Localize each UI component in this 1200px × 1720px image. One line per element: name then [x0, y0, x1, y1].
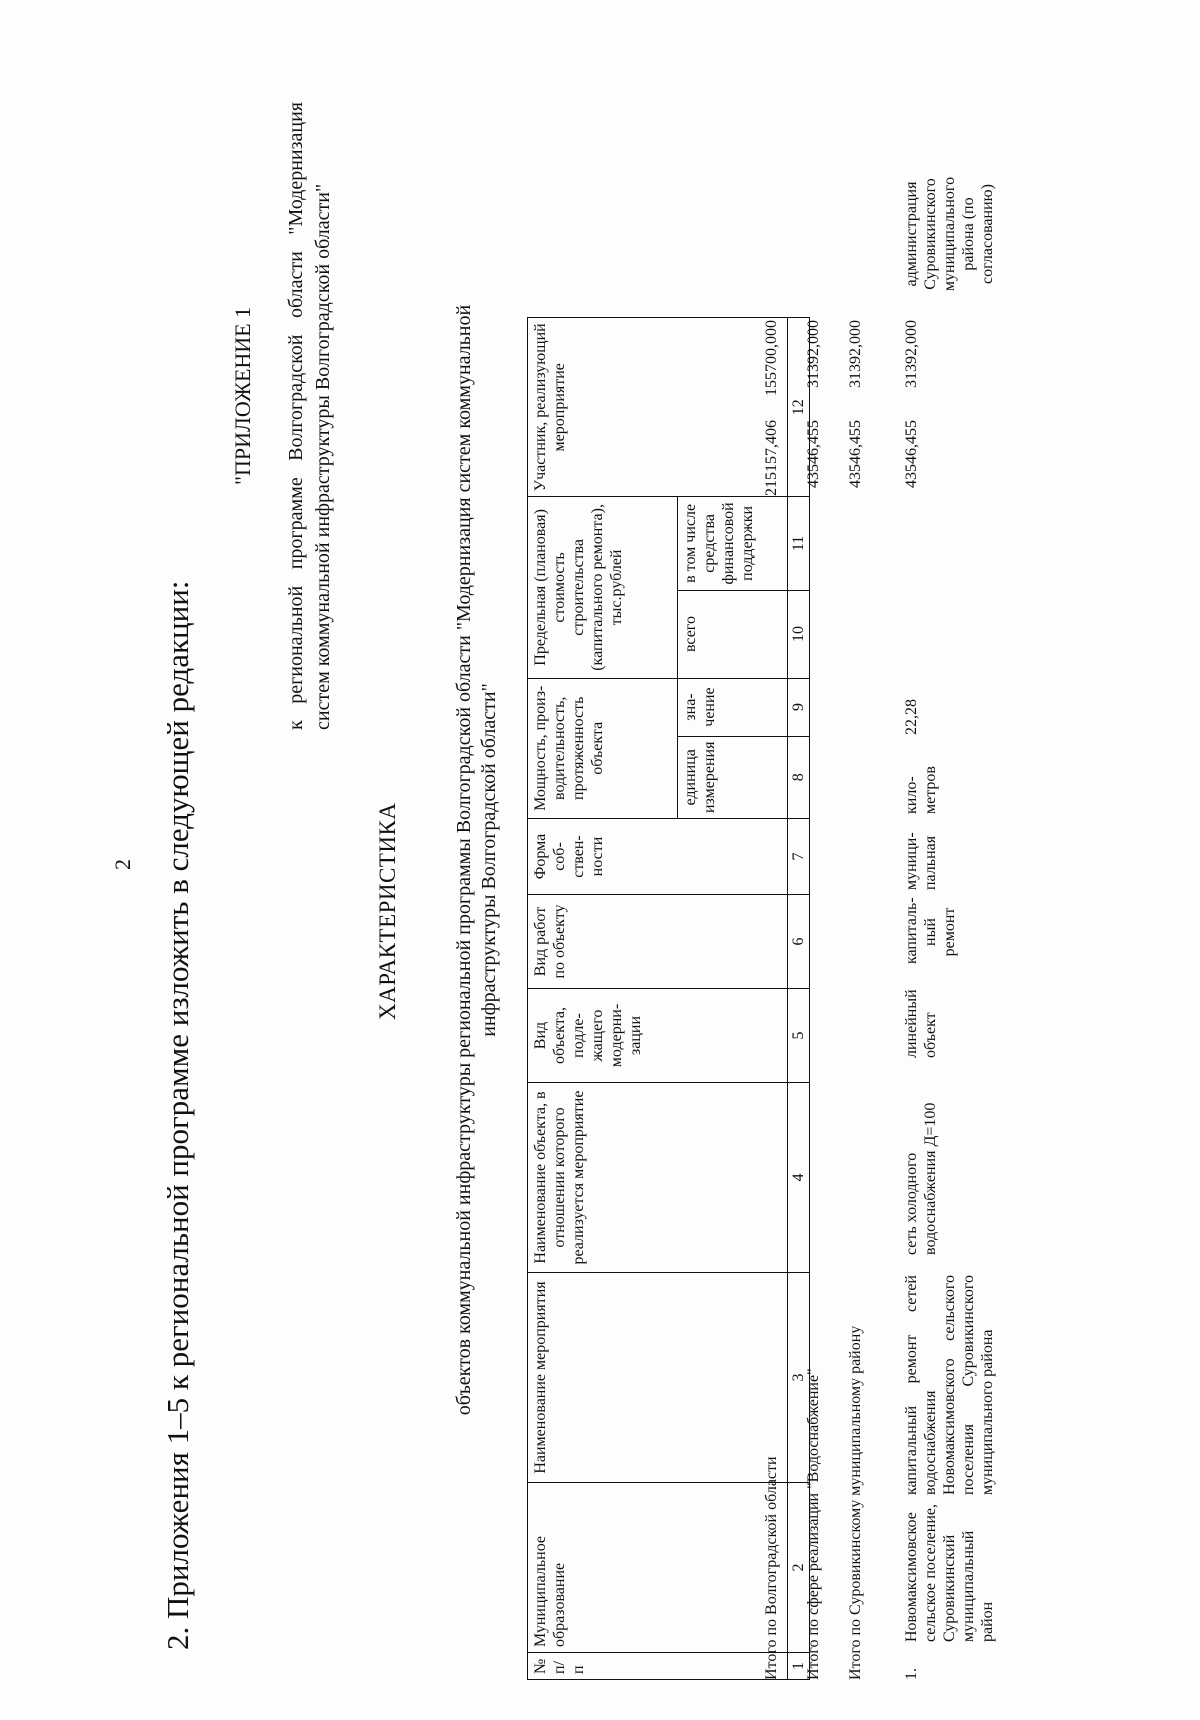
col-number: 3: [788, 1273, 810, 1483]
total-cost: 43546,455: [847, 420, 864, 488]
total-support: 31392,000: [805, 320, 822, 388]
page-number: 2: [110, 859, 135, 870]
document-title: ХАРАКТЕРИСТИКА: [375, 802, 400, 1020]
col-number: 7: [788, 819, 810, 895]
appendix-reference: к региональной программе Волгоградской области "Модернизация систем коммунальной инфраструктуры Волгоградской области": [285, 102, 334, 730]
row-cost-total: 43546,455: [903, 420, 920, 488]
total-row-water: [804, 30, 826, 1680]
col-number: 11: [788, 497, 810, 590]
col-number: 12: [788, 318, 810, 497]
col-number: 2: [788, 1483, 810, 1653]
header-municipality: Муниципальное образование: [528, 1483, 788, 1653]
col-number: 10: [788, 590, 810, 678]
row-ownership: муници-пальная: [903, 832, 939, 890]
header-object-name: Наименование объекта, в отношении которого реализуется мероприятие: [528, 1083, 788, 1273]
header-cost-total: всего: [678, 590, 788, 678]
header-work-type: Вид работ по объекту: [528, 895, 788, 989]
header-object-type: Вид объекта, подле-жащего модерни-зации: [528, 989, 788, 1083]
header-participant: Участник, реализующий мероприятие: [528, 318, 788, 497]
total-support: 155700,000: [763, 320, 780, 396]
col-number: 5: [788, 989, 810, 1083]
header-cost-support: в том числе средства финансовой поддержки: [678, 497, 788, 590]
header-num: № п/п: [528, 1653, 788, 1680]
document-subtitle: объектов коммунальной инфраструктуры региональной программы Волгоградской области "Модернизация систем коммунальной инфраструктуры Волгоградской области": [453, 304, 500, 1416]
col-number: 1: [788, 1653, 810, 1680]
total-label: Итого по Суровикинскому муниципальному району: [847, 1325, 864, 1680]
row-cost-support: 31392,000: [903, 320, 920, 388]
total-cost: 43546,455: [805, 420, 822, 488]
row-unit: кило-метров: [903, 766, 939, 814]
header-measure: Наименование мероприятия: [528, 1273, 788, 1483]
total-row-region: [762, 30, 784, 1680]
appendix-label: "ПРИЛОЖЕНИЕ 1: [230, 306, 255, 485]
header-capacity: Мощность, произ-водительность, протяженность объекта: [528, 678, 678, 818]
row-number: 1.: [903, 1668, 920, 1680]
col-number: 6: [788, 895, 810, 989]
intro-heading: 2. Приложения 1–5 к региональной программе изложить в следующей редакции:: [160, 580, 195, 1650]
total-label: Итого по Волгоградской области: [763, 1456, 780, 1680]
row-object-name: сеть холодного водоснабжения Д=100: [903, 1102, 939, 1255]
total-support: 31392,000: [847, 320, 864, 388]
row-work-type: капиталь-ный ремонт: [903, 897, 958, 964]
col-number: 4: [788, 1083, 810, 1273]
header-ownership: Форма соб-ствен-ности: [528, 819, 788, 895]
total-row-district: [846, 30, 868, 1680]
header-value: зна-чение: [678, 678, 788, 736]
header-unit: единица измерения: [678, 736, 788, 818]
col-number: 9: [788, 678, 810, 736]
row-participant: администрация Суровикинского муниципального района (по согласованию): [903, 176, 996, 292]
total-cost: 215157,406: [763, 420, 780, 496]
row-object-type: линейный объект: [903, 989, 939, 1058]
row-value: 22,28: [903, 699, 920, 735]
header-cost: Предельная (плановая) стоимость строительства (капитального ремонта), тыс.рублей: [528, 497, 678, 678]
col-number: 8: [788, 736, 810, 818]
row-measure: капитальный ремонт сетей водоснабжения Новомаксимовского сельского поселения Суровикинского муниципального района: [903, 1275, 996, 1495]
total-label: Итого по сфере реализации "Водоснабжение": [805, 1368, 822, 1680]
row-municipality: Новомаксимовское сельское поселение, Суровикинский муниципальный район: [903, 1504, 996, 1642]
